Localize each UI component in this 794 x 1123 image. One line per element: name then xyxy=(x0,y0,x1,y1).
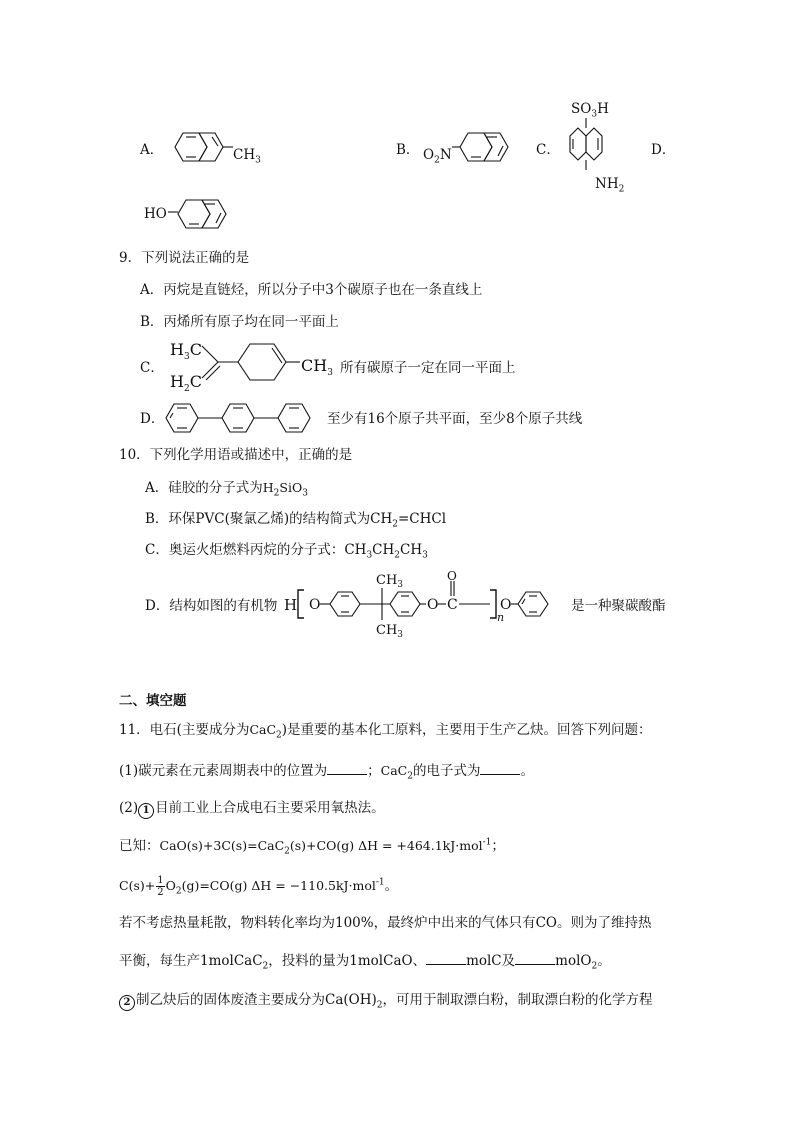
option-b-label: B． xyxy=(396,142,420,158)
polymer-carbonyl-c: C xyxy=(447,597,458,613)
q9-option-c-text: 所有碳原子一定在同一平面上 xyxy=(340,360,516,376)
q10-option-d-label: D．结构如图的有机物 xyxy=(145,598,278,614)
polymer-o3: O xyxy=(500,597,512,613)
polymer-ch3-bottom: $CH_3$ xyxy=(376,623,404,640)
answer-blank-mol-c[interactable] xyxy=(426,952,466,965)
circled-number: 2 xyxy=(119,995,135,1011)
option-c-label: C． xyxy=(536,142,560,158)
q9c-h2c: $H_2C$ xyxy=(170,372,202,395)
q10-option-a: A．硅胶的分子式为$H_2SiO_3$ xyxy=(145,480,308,499)
q9c-h3c: $H_3C$ xyxy=(170,340,202,363)
circled-number: 1 xyxy=(138,803,154,819)
answer-blank-position[interactable] xyxy=(327,762,367,775)
hydroxy-group: HO xyxy=(144,206,167,222)
q9-option-b: B．丙烯所有原子均在同一平面上 xyxy=(140,314,339,330)
amino-group: $NH_2$ xyxy=(595,176,625,195)
question-9-stem: 9．下列说法正确的是 xyxy=(119,250,250,266)
sulfonic-acid-group: $SO_3H$ xyxy=(571,101,609,120)
nitro-group: $O_2N$ xyxy=(423,147,452,166)
equation-2: C(s)+ $\frac{1}{2}$ $O_2(g)=CO(g) \Delta H = -110.5kJ\cdot mol^{-1}$。 xyxy=(119,875,399,898)
question-10-stem: 10．下列化学用语或描述中，正确的是 xyxy=(119,447,353,463)
option-a-label: A． xyxy=(140,142,164,158)
q11-paragraph-4: 平衡，每生产1molCaC$_2$，投料的量为1molCaO、 molC及 molO$_2$。 xyxy=(119,953,611,972)
q11-paragraph-3: 若不考虑热量耗散，物料转化率均为100%，最终炉中出来的气体只有CO。则为了维持热 xyxy=(119,915,652,931)
polymer-n: n xyxy=(497,611,505,624)
polymer-h: H xyxy=(284,596,298,614)
q10-option-c: C．奥运火炬燃料丙烷的分子式：$CH_3CH_2CH_3$ xyxy=(145,542,428,561)
polycarbonate-structure xyxy=(294,568,569,638)
q9-option-d-label: D． xyxy=(140,411,165,427)
q9c-cyclohexene-structure xyxy=(200,338,310,388)
q9c-ch3: $CH_3$ xyxy=(301,356,333,379)
equation-1: 已知：CaO(s)+3C(s)=CaC$_2$(s)+CO(g) ΔH = +464.1kJ·mol$^{-1}$； xyxy=(119,837,505,857)
q11-paragraph-5: 2 制乙炔后的固体废渣主要成分为$Ca(OH)_2$，可用于制取漂白粉，制取漂白粉的化学方程 xyxy=(119,991,653,1011)
polymer-ch3-top: $CH_3$ xyxy=(376,573,404,590)
answer-blank-electron-formula[interactable] xyxy=(480,762,520,775)
section-title: 二、填空题 xyxy=(119,693,187,709)
naphthalene-c-structure xyxy=(560,118,630,180)
q11-part2-intro: (2) 1 目前工业上合成电石主要采用氧热法。 xyxy=(119,799,385,819)
question-11-stem: 11．电石(主要成分为CaC$_2$)是重要的基本化工原料，主要用于生产乙炔。回答下列问题： xyxy=(119,722,652,741)
naphthalene-b-structure xyxy=(452,130,532,170)
naphthol-structure xyxy=(168,198,248,238)
option-d-label: D． xyxy=(651,142,676,158)
polymer-o1: O xyxy=(309,597,321,613)
q9-option-c-label: C． xyxy=(140,360,164,376)
terphenyl-structure xyxy=(164,402,329,436)
polymer-o2: O xyxy=(427,597,439,613)
q10-option-b: B．环保PVC(聚氯乙烯)的结构简式为$CH_2=CHCl$ xyxy=(145,511,447,530)
q11-part1: (1)碳元素在元素周期表中的位置为 ；CaC$_2$的电子式为 。 xyxy=(119,763,534,782)
answer-blank-mol-o2[interactable] xyxy=(515,952,555,965)
q9-option-d-text: 至少有16个原子共平面，至少8个原子共线 xyxy=(327,411,583,427)
q9-option-a: A．丙烷是直链烃，所以分子中3个碳原子也在一条直线上 xyxy=(140,282,483,298)
methyl-group: $CH_3$ xyxy=(233,147,261,166)
q10-option-d-text: 是一种聚碳酸酯 xyxy=(571,598,666,614)
polymer-carbonyl-o: O xyxy=(447,569,457,583)
